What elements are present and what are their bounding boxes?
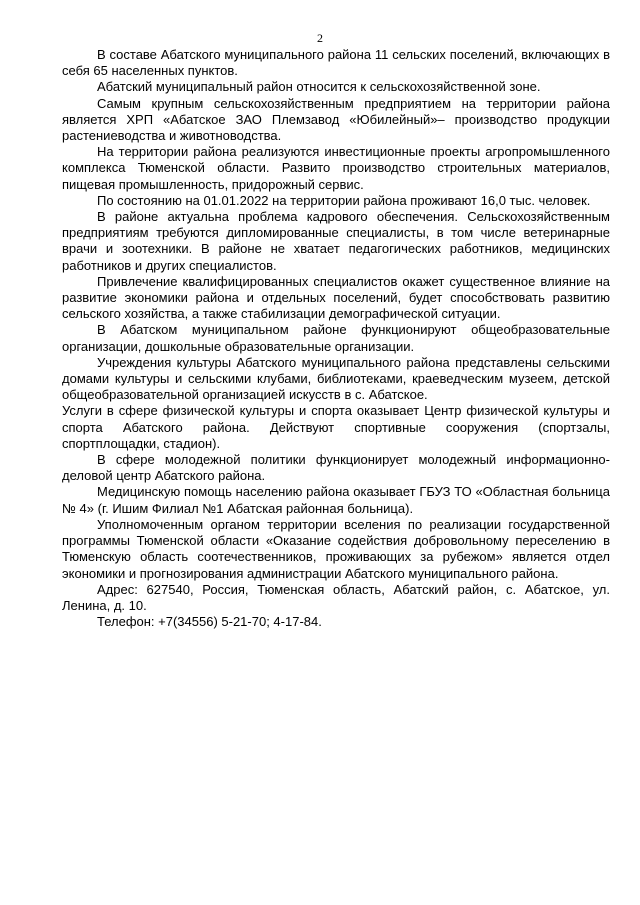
paragraph-agricultural-zone: Абатский муниципальный район относится к сельскохозяйственной зоне.	[97, 79, 541, 95]
paragraph-culture: Учреждения культуры Абатского муниципального района представлены сельскими домами культуры и сельскими клубами, библиотеками, краеведческим музеем, детской общеобразовательной организацией искусств в с. Абатское.	[62, 354, 610, 403]
paragraph-staffing-problem: В районе актуальна проблема кадрового обеспечения. Сельскохозяйственным предприятиям требуются дипломированные специалисты, в том числе ветеринарные врачи и зоотехники. В районе не хватает педагогических работников, медицинских работников и других специалистов.	[62, 209, 610, 273]
page-number: 2	[317, 31, 323, 45]
paragraph-education: В Абатском муниципальном районе функционируют общеобразовательные организации, дошкольные образовательные организации.	[62, 322, 610, 354]
paragraph-youth-policy: В сфере молодежной политики функционирует молодежный информационно-деловой центр Абатского района.	[62, 452, 610, 484]
paragraph-settlements: В составе Абатского муниципального района 11 сельских поселений, включающих в себя 65 населенных пунктов.	[62, 47, 610, 79]
paragraph-medical: Медицинскую помощь населению района оказывает ГБУЗ ТО «Областная больница № 4» (г. Ишим Филиал №1 Абатская районная больница).	[62, 484, 610, 516]
paragraph-phone: Телефон: +7(34556) 5-21-70; 4-17-84.	[97, 614, 322, 630]
paragraph-address: Адрес: 627540, Россия, Тюменская область, Абатский район, с. Абатское, ул. Ленина, д. 10.	[62, 581, 610, 613]
paragraph-authorized-body: Уполномоченным органом территории вселения по реализации государственной программы Тюменской области «Оказание содействия добровольному переселению в Тюменскую область соотечественников, проживающих за рубежом» является отдел экономики и прогнозирования администрации Абатского муниципального района.	[62, 516, 610, 581]
paragraph-sports: Услуги в сфере физической культуры и спорта оказывает Центр физической культуры и спорта Абатского района. Действуют спортивные сооружения (спортзалы, спортплощадки, стадион).	[62, 403, 610, 451]
paragraph-largest-enterprise: Самым крупным сельскохозяйственным предприятием на территории района является ХРП «Абатское ЗАО Племзавод «Юбилейный»– производство продукции растениеводства и животноводства.	[62, 95, 610, 144]
paragraph-investment-projects: На территории района реализуются инвестиционные проекты агропромышленного комплекса Тюменской области. Развито производство строительных материалов, пищевая промышленность, придорожный сервис.	[62, 144, 610, 192]
paragraph-population: По состоянию на 01.01.2022 на территории района проживают 16,0 тыс. человек.	[97, 192, 591, 208]
document-body	[62, 47, 610, 630]
paragraph-specialists-impact: Привлечение квалифицированных специалистов окажет существенное влияние на развитие экономики района и отдельных поселений, будет способствовать развитию сельского хозяйства, а также стабилизации демографической ситуации.	[62, 273, 610, 322]
